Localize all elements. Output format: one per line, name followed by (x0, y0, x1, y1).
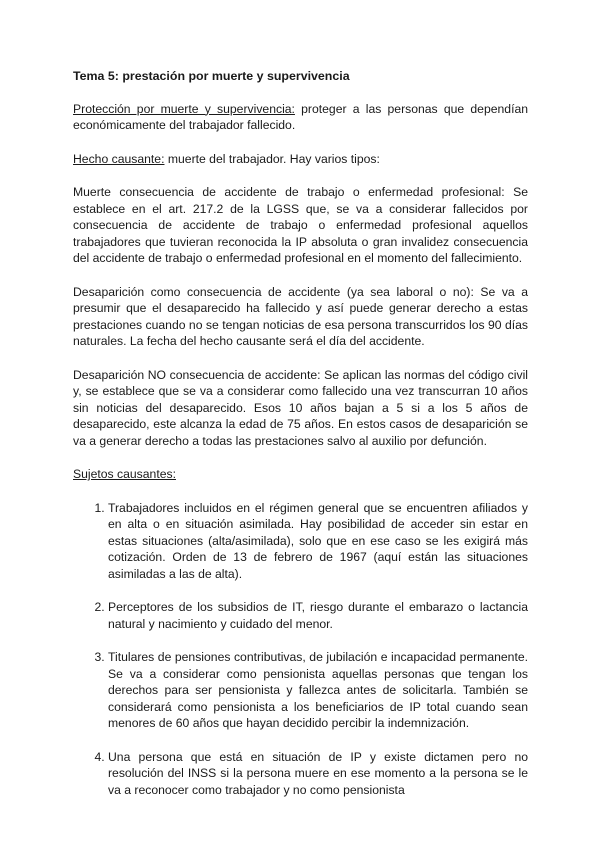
list-item (108, 649, 528, 732)
list-item (108, 599, 528, 632)
sujetos-heading (73, 466, 528, 483)
intro-label: Protección por muerte y supervivencia: (73, 101, 295, 116)
list-item (108, 500, 528, 583)
list-item-text: 2. Perceptores de los subsidios de IT, riesgo durante el embarazo o lactancia natural y nacimiento y cuidado del menor. (108, 600, 528, 631)
list-item-text: 3. Titulares de pensiones contributivas, de jubilación e incapacidad permanente. Se va a considerar como pensionista aquellas personas que tengan los derechos para ser pensionista y fallezca antes de solicitarla. También se considerará como pensionista a los beneficiarios de IP total cuando sean menores de 60 años que hayan decidido percibir la indemnización. (108, 650, 528, 730)
hecho-causante-paragraph (73, 151, 528, 168)
list-item-text: 4. Una persona que está en situación de IP y existe dictamen pero no resolución del INSS si la persona muere en ese momento a la persona se le va a reconocer como trabajador y no como pensionista (108, 749, 528, 797)
list-item (108, 749, 528, 799)
paragraph-muerte-accidente: Muerte consecuencia de accidente de trabajo o enfermedad profesional: Se establece en el art. 217.2 de la LGSS que, se va a considerar fallecidos por consecuencia de accidente de trabajo o enfermedad profesional aquellos trabajadores que tuvieran reconocida la IP absoluta o gran invalidez consecuencia del accidente de trabajo o enfermedad profesional en el momento del fallecimiento. (73, 185, 528, 265)
paragraph-desaparicion-accidente: Desaparición como consecuencia de accidente (ya sea laboral o no): Se va a presumir que el desaparecido ha fallecido y así puede generar derecho a estas prestaciones cuando no se tengan noticias de esa persona transcurridos los 90 días naturales. La fecha del hecho causante será el día del accidente. (73, 284, 528, 348)
page-title: Tema 5: prestación por muerte y supervivencia (73, 69, 350, 83)
sujetos-list (73, 500, 528, 799)
hecho-causante-label: Hecho causante: (73, 151, 165, 166)
intro-paragraph (73, 101, 528, 134)
hecho-causante-text: muerte del trabajador. Hay varios tipos: (164, 151, 380, 166)
sujetos-heading-text: Sujetos causantes: (73, 467, 176, 481)
paragraph-desaparicion-no-accidente: Desaparición NO consecuencia de accidente: Se aplican las normas del código civil y, se establece que se va a considerar como fallecido una vez transcurran 10 años sin noticias del desaparecido. Esos 10 años bajan a 5 si a los 5 años de desaparecido, este alcanza la edad de 75 años. En estos casos de desaparición se va a generar derecho a todas las prestaciones salvo al auxilio por defunción. (73, 367, 528, 448)
intro-text: proteger a las personas que dependían económicamente del trabajador fallecido. (73, 101, 529, 132)
list-item-text: 1. Trabajadores incluidos en el régimen general que se encuentren afiliados y en alta o en situación asimilada. Hay posibilidad de acceder sin estar en estas situaciones (alta/asimilada), solo que en ese caso se les exigirá más cotización. Orden de 13 de febrero de 1967 (aquí están las situaciones asimiladas a las de alta). (108, 500, 528, 581)
document-page (73, 68, 528, 815)
